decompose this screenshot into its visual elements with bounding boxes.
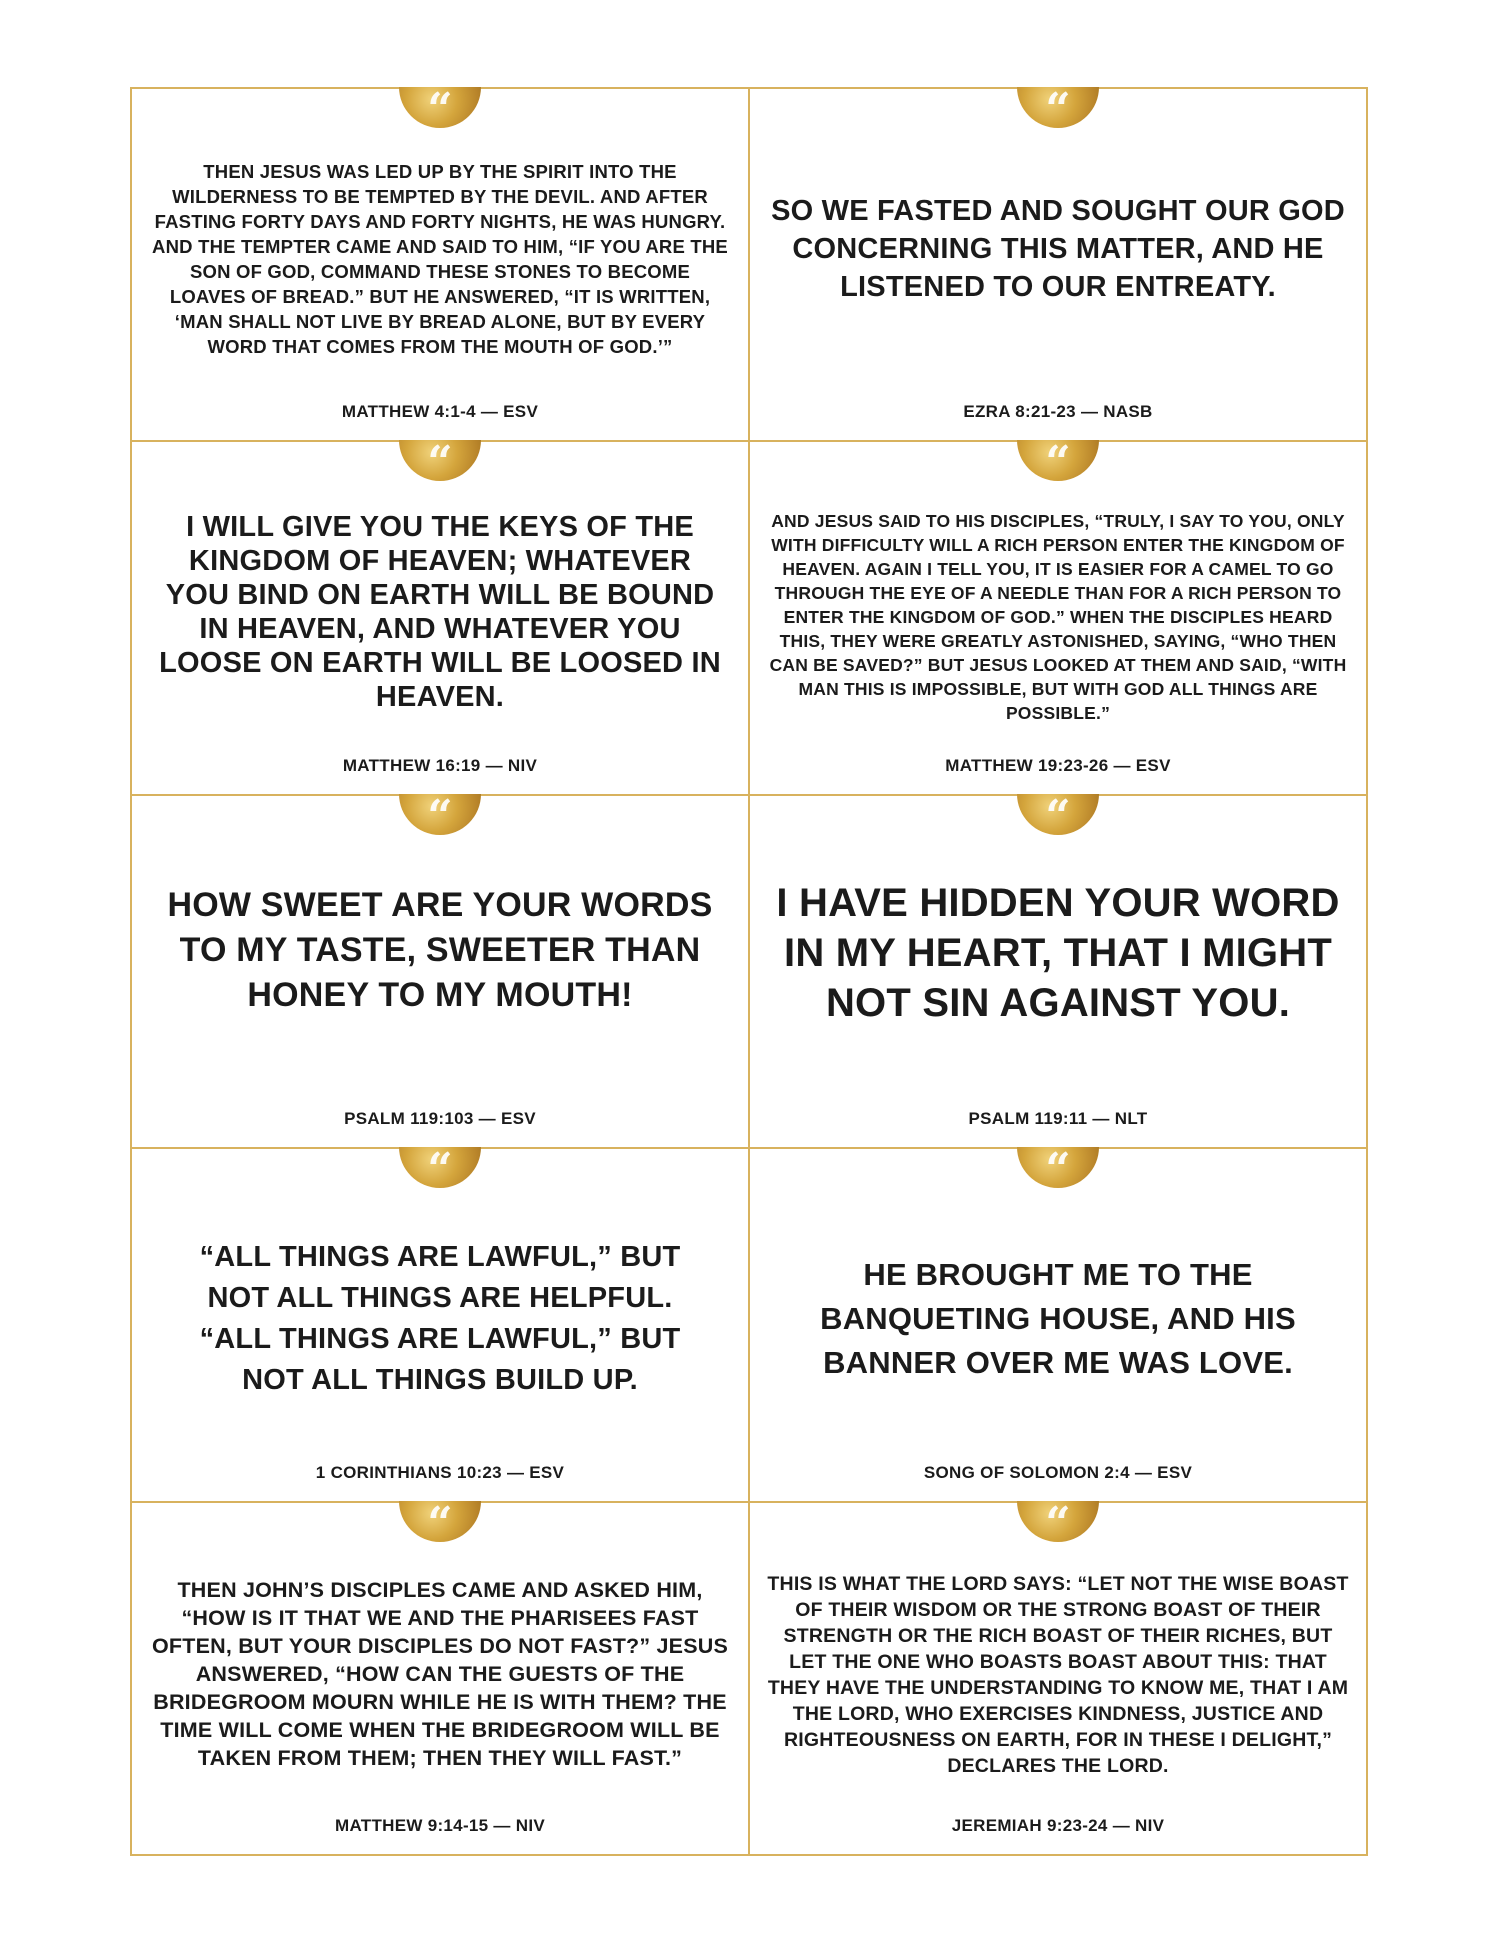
card-sheet [131, 84, 1367, 1855]
verse-text: HOW SWEET ARE YOUR WORDS TO MY TASTE, SWEETER THAN HONEY TO MY MOUTH! [167, 885, 713, 1014]
verse-text: I HAVE HIDDEN YOUR WORD IN MY HEART, THAT I MIGHT NOT SIN AGAINST YOU. [776, 880, 1340, 1025]
quote-badge [1017, 84, 1099, 135]
verse-card [130, 437, 750, 795]
quote-mark-icon: “ [427, 790, 453, 842]
quote-mark-icon: “ [1045, 437, 1071, 489]
verse-card [130, 790, 750, 1149]
verse-text: THIS IS WHAT THE LORD SAYS: “LET NOT THE WISE BOAST OF THEIR WISDOM OR THE STRONG BOAST OF THEIR STRENGTH OR THE RICH BOAST OF THEIR RICHES, BUT LET THE ONE WHO BOASTS BOAST ABOUT THIS: THAT THEY HAVE THE UNDERSTANDING TO KNOW ME, THAT I AM THE LORD, WHO EXERCISES KINDNESS, JUSTICE AND RIGHTEOUSNESS ON EARTH, FOR IN THESE I DELIGHT,” DECLARES THE LORD. [767, 1573, 1349, 1778]
verse-text: AND JESUS SAID TO HIS DISCIPLES, “TRULY, I SAY TO YOU, ONLY WITH DIFFICULTY WILL A RICH PERSON ENTER THE KINGDOM OF HEAVEN. AGAIN I TELL YOU, IT IS EASIER FOR A CAMEL TO GO THROUGH THE EYE OF A NEEDLE THAN FOR A RICH PERSON TO ENTER THE KINGDOM OF GOD.” WHEN THE DISCIPLES HEARD THIS, THEY WERE GREATLY ASTONISHED, SAYING, “WHO THEN CAN BE SAVED?” BUT JESUS LOOKED AT THEM AND SAID, “WITH MAN THIS IS IMPOSSIBLE, BUT WITH GOD ALL THINGS ARE POSSIBLE.” [769, 511, 1347, 724]
quote-badge [399, 1497, 481, 1549]
verse-text: “ALL THINGS ARE LAWFUL,” BUT NOT ALL THINGS ARE HELPFUL. “ALL THINGS ARE LAWFUL,” BUT NOT ALL THINGS BUILD UP. [199, 1240, 681, 1396]
quote-badge [399, 437, 481, 489]
verse-text: THEN JESUS WAS LED UP BY THE SPIRIT INTO THE WILDERNESS TO BE TEMPTED BY THE DEVIL. AND AFTER FASTING FORTY DAYS AND FORTY NIGHTS, HE WAS HUNGRY. AND THE TEMPTER CAME AND SAID TO HIM, “IF YOU ARE THE SON OF GOD, COMMAND THESE STONES TO BECOME LOAVES OF BREAD.” BUT HE ANSWERED, “IT IS WRITTEN, ‘MAN SHALL NOT LIVE BY BREAD ALONE, BUT BY EVERY WORD THAT COMES FROM THE MOUTH OF GOD.’” [152, 160, 728, 357]
verse-card [748, 1497, 1368, 1856]
quote-mark-icon: “ [427, 84, 453, 135]
quote-badge [1017, 790, 1099, 842]
verse-reference: 1 CORINTHIANS 10:23 — ESV [315, 1462, 565, 1482]
verse-text: SO WE FASTED AND SOUGHT OUR GOD CONCERNING THIS MATTER, AND HE LISTENED TO OUR ENTREATY. [771, 194, 1345, 303]
verse-card [748, 437, 1368, 795]
quote-mark-icon: “ [427, 437, 453, 489]
verse-reference: SONG OF SOLOMON 2:4 — ESV [923, 1462, 1193, 1482]
quote-mark-icon: “ [1045, 84, 1071, 135]
verse-card [130, 1144, 750, 1502]
verse-card [748, 84, 1368, 442]
verse-reference: PSALM 119:11 — NLT [968, 1109, 1148, 1129]
quote-mark-icon: “ [1045, 1144, 1071, 1196]
verse-reference: MATTHEW 16:19 — NIV [342, 755, 538, 775]
quote-badge [399, 1144, 481, 1196]
quote-badge [1017, 1497, 1099, 1549]
verse-card [748, 1144, 1368, 1502]
quote-badge [1017, 437, 1099, 489]
verse-text: HE BROUGHT ME TO THE BANQUETING HOUSE, AND HIS BANNER OVER ME WAS LOVE. [820, 1256, 1296, 1380]
quote-badge [399, 84, 481, 135]
quote-mark-icon: “ [1045, 790, 1071, 842]
verse-reference: MATTHEW 19:23-26 — ESV [945, 755, 1171, 775]
verse-text: I WILL GIVE YOU THE KEYS OF THE KINGDOM OF HEAVEN; WHATEVER YOU BIND ON EARTH WILL BE BOUND IN HEAVEN, AND WHATEVER YOU LOOSE ON EARTH WILL BE LOOSED IN HEAVEN. [159, 511, 721, 714]
verse-card [130, 84, 750, 442]
verse-reference: MATTHEW 4:1-4 — ESV [341, 402, 539, 422]
verse-text: THEN JOHN’S DISCIPLES CAME AND ASKED HIM, “HOW IS IT THAT WE AND THE PHARISEES FAST OFTEN, BUT YOUR DISCIPLES DO NOT FAST?” JESUS ANSWERED, “HOW CAN THE GUESTS OF THE BRIDEGROOM MOURN WHILE HE IS WITH THEM? THE TIME WILL COME WHEN THE BRIDEGROOM WILL BE TAKEN FROM THEM; THEN THEY WILL FAST.” [151, 1578, 729, 1771]
verse-reference: JEREMIAH 9:23-24 — NIV [951, 1815, 1165, 1835]
verse-reference: MATTHEW 9:14-15 — NIV [334, 1815, 545, 1835]
verse-reference: PSALM 119:103 — ESV [344, 1109, 536, 1129]
quote-badge [399, 790, 481, 842]
quote-mark-icon: “ [427, 1144, 453, 1196]
quote-mark-icon: “ [1045, 1497, 1071, 1549]
verse-card [748, 790, 1368, 1149]
quote-mark-icon: “ [427, 1497, 453, 1549]
verse-card [130, 1497, 750, 1856]
quote-badge [1017, 1144, 1099, 1196]
verse-reference: EZRA 8:21-23 — NASB [963, 402, 1153, 422]
